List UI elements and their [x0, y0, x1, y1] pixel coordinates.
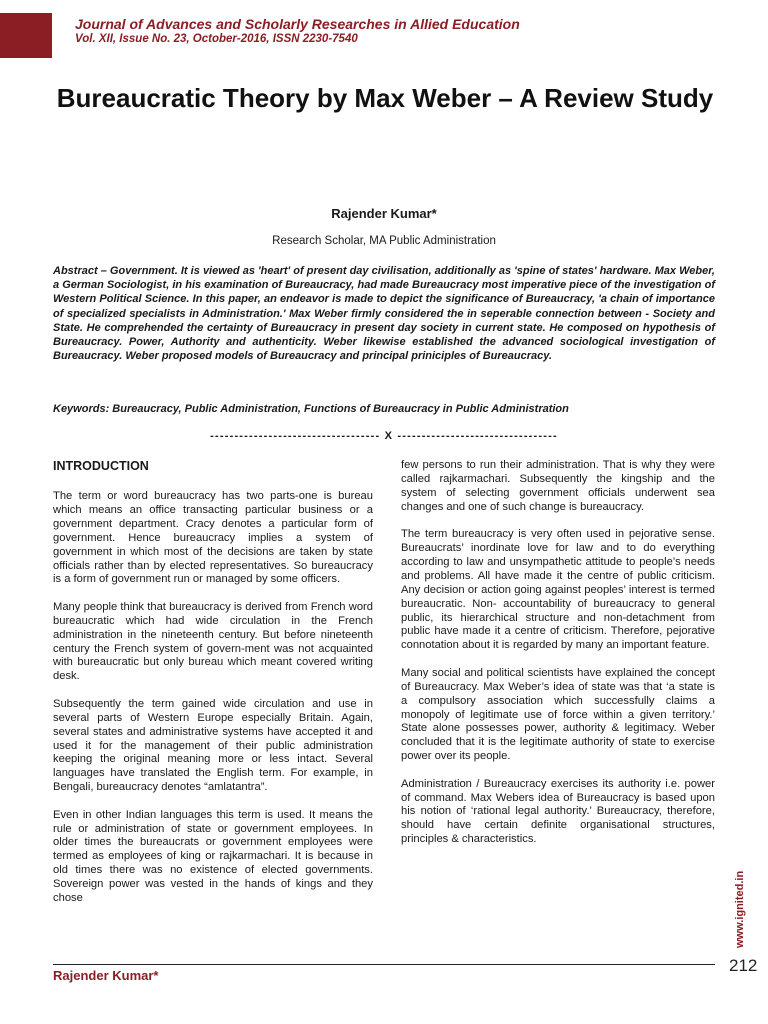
author-affiliation: Research Scholar, MA Public Administration	[272, 235, 496, 247]
paragraph: few persons to run their administration. That is why they were called rajkarmachari. Subsequently the kingship and the system of selecting government officials underwent sea changes and one of such change is bureaucracy.	[401, 459, 715, 513]
header-color-block	[0, 13, 52, 58]
paragraph: Many people think that bureaucracy is derived from French word bureaucratic which had wide circulation in the French administration in the nineteenth century. But before nineteenth century the French system of govern-ment was not acquainted with bureaucratic but only bureau which meant covered writing desk.	[53, 600, 373, 683]
paragraph: Subsequently the term gained wide circulation and use in several parts of Western Europe especially Britain. Again, several states and administrative systems have accepted it and used it for the management of their public administration keeping the original meaning more or less intact. Several languages have translated the English term. For example, in Bengali, bureaucracy denotes “amlatantra”.	[53, 697, 373, 794]
section-heading-introduction: INTRODUCTION	[53, 459, 149, 473]
journal-volume: Vol. XII, Issue No. 23, October-2016, ISSN 2230-7540	[75, 33, 358, 45]
journal-name: Journal of Advances and Scholarly Researches in Allied Education	[75, 16, 520, 32]
section-separator: ----------------------------------- X ---------------------------------	[210, 430, 558, 442]
paragraph: The term or word bureaucracy has two parts-one is bureau which means an office transacting particular business or a government department. Cracy denotes a particular form of government. Hence bureaucracy implies a system of government in which most of the decisions are taken by state officials rather than by elected representatives. So bureaucracy is a form of government run or managed by some officers.	[53, 490, 373, 586]
page-number: 212	[729, 956, 758, 975]
footer-divider	[53, 964, 715, 965]
left-column	[53, 458, 373, 919]
paragraph: The term bureaucracy is very often used in pejorative sense. Bureaucrats’ inordinate love for law and to do everything according to law and unsympathetic attitude to people’s needs and problems. All have made it the centre of public criticism. Any decision or action going against peoples’ interest is termed bureaucratic. Non- accountability of bureaucracy to general public, its hierarchical structure and non-detachment from public have made it a centre of criticism. Therefore, pejorative connotation about it is regarded by many an important feature.	[401, 528, 715, 652]
paragraph: Many social and political scientists have explained the concept of Bureaucracy. Max Weber’s idea of state was that ‘a state is a compulsory association which successfully claims a monopoly of legitimate use of force within a given territory.’ State alone possesses power, authority & legitimacy. Weber concluded that it is the legitimate authority of state to exercise power over its people.	[401, 666, 715, 763]
paragraph: Even in other Indian languages this term is used. It means the rule or administration of state or government employees. In older times the bureaucrats or government employees were termed as employees of king or rajkarmachari. It is because in old times there was no existence of elected governments. Sovereign power was vested in the hands of kings and they chose	[53, 808, 373, 905]
footer-author: Rajender Kumar*	[53, 968, 159, 983]
keywords: Keywords: Bureaucracy, Public Administration, Functions of Bureaucracy in Public Administration	[53, 403, 569, 415]
paper-title: Bureaucratic Theory by Max Weber – A Review Study	[56, 83, 714, 113]
paragraph: Administration / Bureaucracy exercises its authority i.e. power of command. Max Webers idea of Bureaucracy is based upon his notion of ‘rational legal authority.’ Bureaucracy, therefore, should have certain definite organisational structures, principles & characteristics.	[401, 777, 715, 846]
right-column	[401, 459, 715, 861]
author-name: Rajender Kumar*	[331, 206, 437, 221]
abstract: Abstract – Government. It is viewed as 'heart' of present day civilisation, additionally as 'spine of states' hardware. Max Weber, a German Sociologist, in his examination of Bureaucracy, had made Bureaucracy most imperative piece of the investigation of Western Political Science. In this paper, an endeavor is made to depict the significance of Bureaucracy, 'a chain of importance of specialized specialists in Administration.' Max Weber firmly considered the in seperable connection between - Society and State. He comprehended the certainty of Bureaucracy in present day society in current state. He composed on hypothesis of Bureaucracy. Power, Authority and authenticity. Weber likewise established the advanced sociological investigation of Bureaucracy. Weber proposed models of Bureaucracy and principal priniciples of Bureaucracy.	[53, 265, 715, 363]
website-url: www.ignited.in	[734, 870, 746, 948]
